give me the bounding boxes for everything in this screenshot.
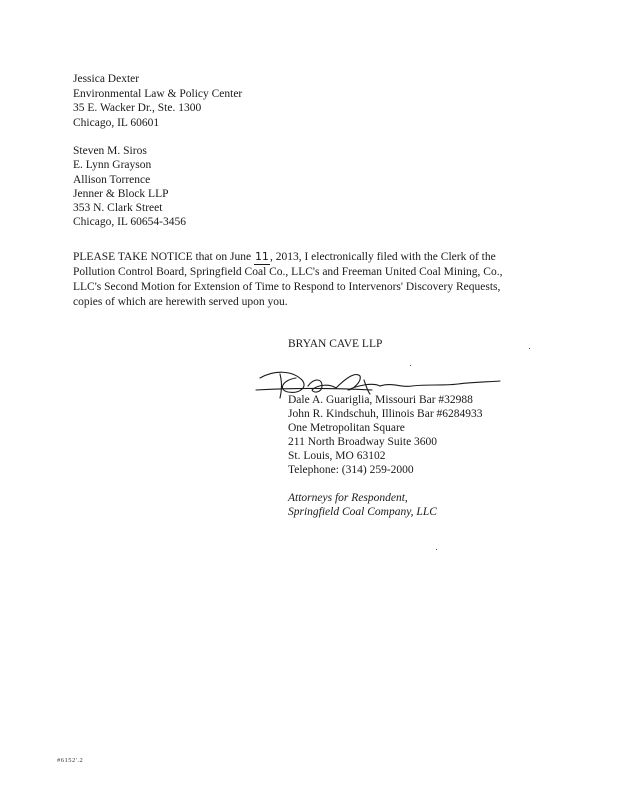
recipient-1-street: 35 E. Wacker Dr., Ste. 1300 (73, 102, 202, 114)
recipient-1-name: Jessica Dexter (73, 73, 140, 85)
notice-filing-day: 11 (254, 250, 269, 263)
firm-address-street: 211 North Broadway Suite 3600 (288, 436, 438, 448)
recipient-2-firm: Jenner & Block LLP (73, 188, 169, 200)
footer-document-code: #6152'.2 (57, 757, 84, 764)
recipient-2-name-1: Steven M. Siros (73, 145, 147, 157)
attorneys-for-client: Springfield Coal Company, LLC (288, 506, 437, 518)
recipient-1-organization: Environmental Law & Policy Center (73, 88, 243, 100)
firm-address-city: St. Louis, MO 63102 (288, 450, 386, 462)
scan-speck (436, 549, 437, 550)
signer-1: Dale A. Guariglia, Missouri Bar #32988 (288, 394, 473, 406)
notice-line-2: Pollution Control Board, Springfield Coal Co., LLC's and Freeman United Coal Mining, Co., (73, 266, 503, 278)
firm-address-building: One Metropolitan Square (288, 422, 405, 434)
notice-line-3: LLC's Second Motion for Extension of Time to Respond to Intervenors' Discovery Requests, (73, 281, 501, 293)
notice-line-1 (73, 249, 543, 265)
scan-speck (529, 348, 530, 349)
firm-name: BRYAN CAVE LLP (288, 338, 383, 350)
notice-paragraph (73, 249, 543, 310)
notice-line-4: copies of which are herewith served upon you. (73, 296, 288, 308)
recipient-1-city: Chicago, IL 60601 (73, 117, 160, 129)
signer-2: John R. Kindschuh, Illinois Bar #6284933 (288, 408, 483, 420)
scan-speck (410, 365, 411, 366)
notice-text-end: , 2013, I electronically filed with the Clerk of the (269, 251, 496, 263)
notice-text-start: PLEASE TAKE NOTICE that on June (73, 251, 254, 263)
recipient-2-city: Chicago, IL 60654-3456 (73, 216, 186, 228)
recipient-2-name-3: Allison Torrence (73, 174, 151, 186)
attorneys-for-label: Attorneys for Respondent, (288, 492, 408, 504)
recipient-2-name-2: E. Lynn Grayson (73, 159, 152, 171)
recipient-2-street: 353 N. Clark Street (73, 202, 163, 214)
firm-telephone: Telephone: (314) 259-2000 (288, 464, 414, 476)
